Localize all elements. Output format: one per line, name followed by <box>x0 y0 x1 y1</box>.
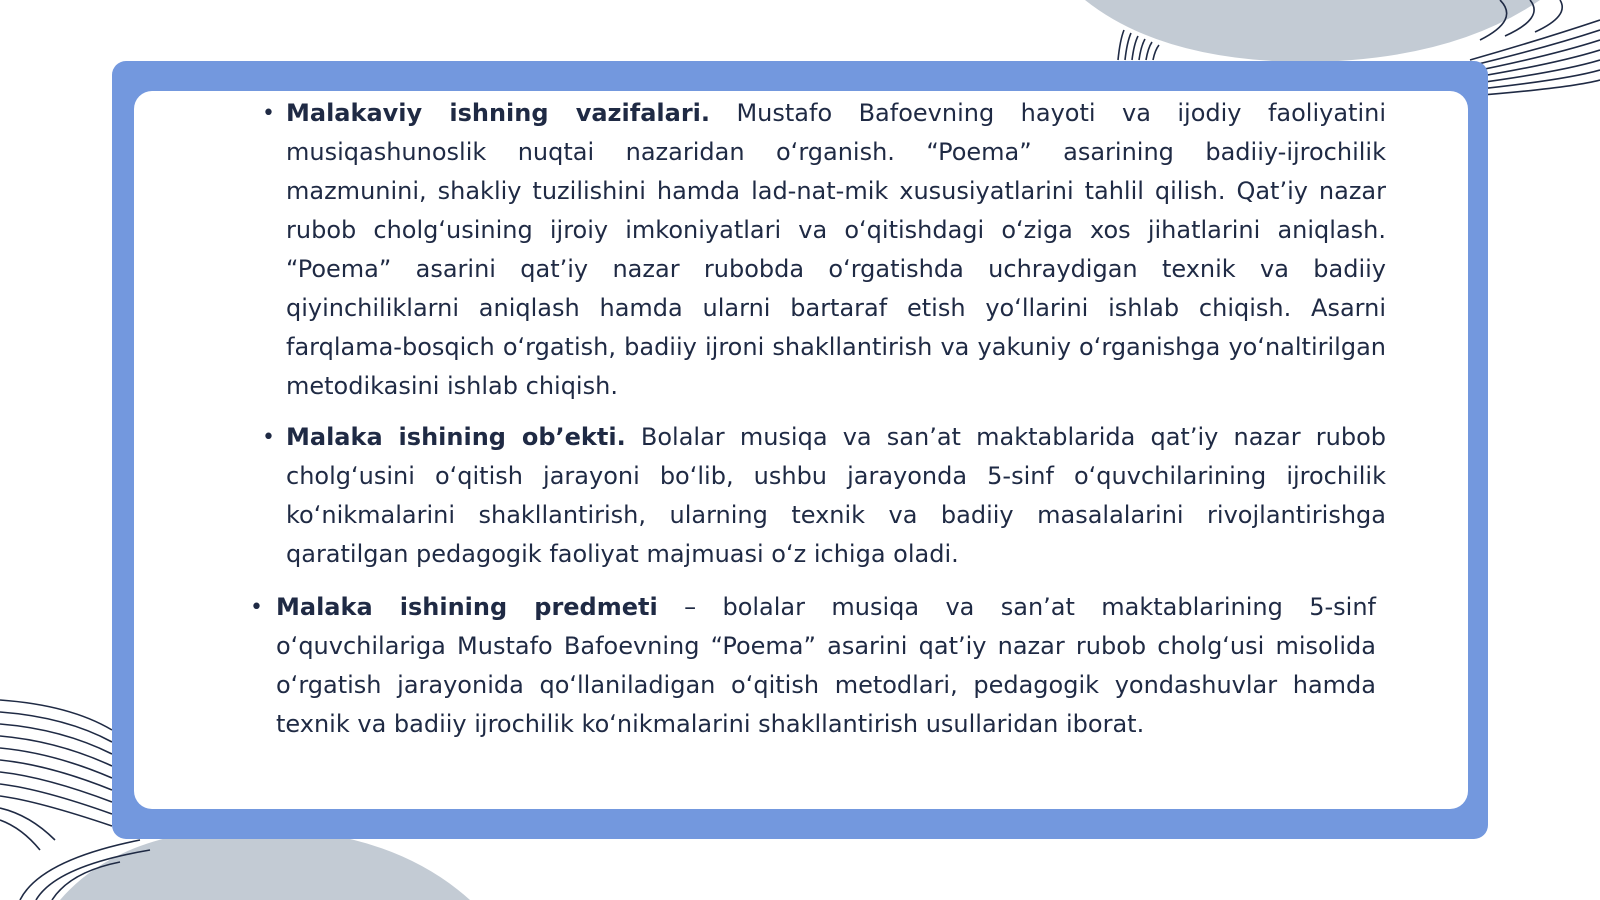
bullet-item-subject <box>250 588 1376 744</box>
bullet-icon: • <box>262 425 275 450</box>
bullet-text <box>276 588 1376 744</box>
bullet-body: Mustafo Bafoevning hayoti va ijodiy faoliyatini musiqashunoslik nuqtai nazaridan oʻrganish. “Poema” asarining badiiy-ijrochilik mazmunini, shakliy tuzilishini hamda lad-nat-mik xususiyatlarini tahlil qilish. Qatʼiy nazar rubob cholgʻusining ijroiy imkoniyatlari va oʻqitishdagi oʻziga xos jihatlarini aniqlash. “Poema” asarini qatʼiy nazar rubobda oʻrgatishda uchraydigan texnik va badiiy qiyinchiliklarni aniqlash hamda ularni bartaraf etish yoʻllarini ishlab chiqish. Asarni farqlama-bosqich oʻrgatish, badiiy ijroni shakllantirish va yakuniy oʻrganishga yoʻnaltirilgan metodikasini ishlab chiqish. <box>286 99 1386 400</box>
content-panel <box>134 91 1468 809</box>
content-frame <box>112 61 1488 839</box>
bullet-heading: Malaka ishining predmeti <box>276 593 658 621</box>
top-left-lines <box>1118 30 1159 60</box>
bullet-item-tasks <box>262 94 1386 406</box>
top-right-arcs <box>1470 0 1600 96</box>
bullet-item-object <box>262 418 1387 574</box>
bullet-list <box>134 91 1468 809</box>
bullet-body: – bolalar musiqa va sanʼat maktablarining 5-sinf oʻquvchilariga Mustafo Bafoevning “Poema” asarini qatʼiy nazar rubob cholgʻusi misolida oʻrgatish jarayonida qoʻllaniladigan oʻqitish metodlari, pedagogik yondashuvlar hamda texnik va badiiy ijrochilik koʻnikmalarini shakllantirish usullaridan iborat. <box>276 593 1376 738</box>
bullet-icon: • <box>250 595 263 620</box>
bullet-icon: • <box>262 101 275 126</box>
top-gray-blob <box>1085 0 1540 62</box>
bullet-heading: Malakaviy ishning vazifalari. <box>286 99 710 127</box>
bullet-text <box>286 418 1386 574</box>
bullet-body: Bolalar musiqa va sanʼat maktablarida qatʼiy nazar rubob cholgʻusini oʻqitish jarayoni boʻlib, ushbu jarayonda 5-sinf oʻquvchilarining ijrochilik koʻnikmalarini shakllantirish, ularning texnik va badiiy masalalarini rivojlantirishga qaratilgan pedagogik faoliyat majmuasi oʻz ichiga oladi. <box>286 423 1387 568</box>
bullet-heading: Malaka ishining obʼekti. <box>286 423 626 451</box>
bullet-text <box>286 94 1386 406</box>
